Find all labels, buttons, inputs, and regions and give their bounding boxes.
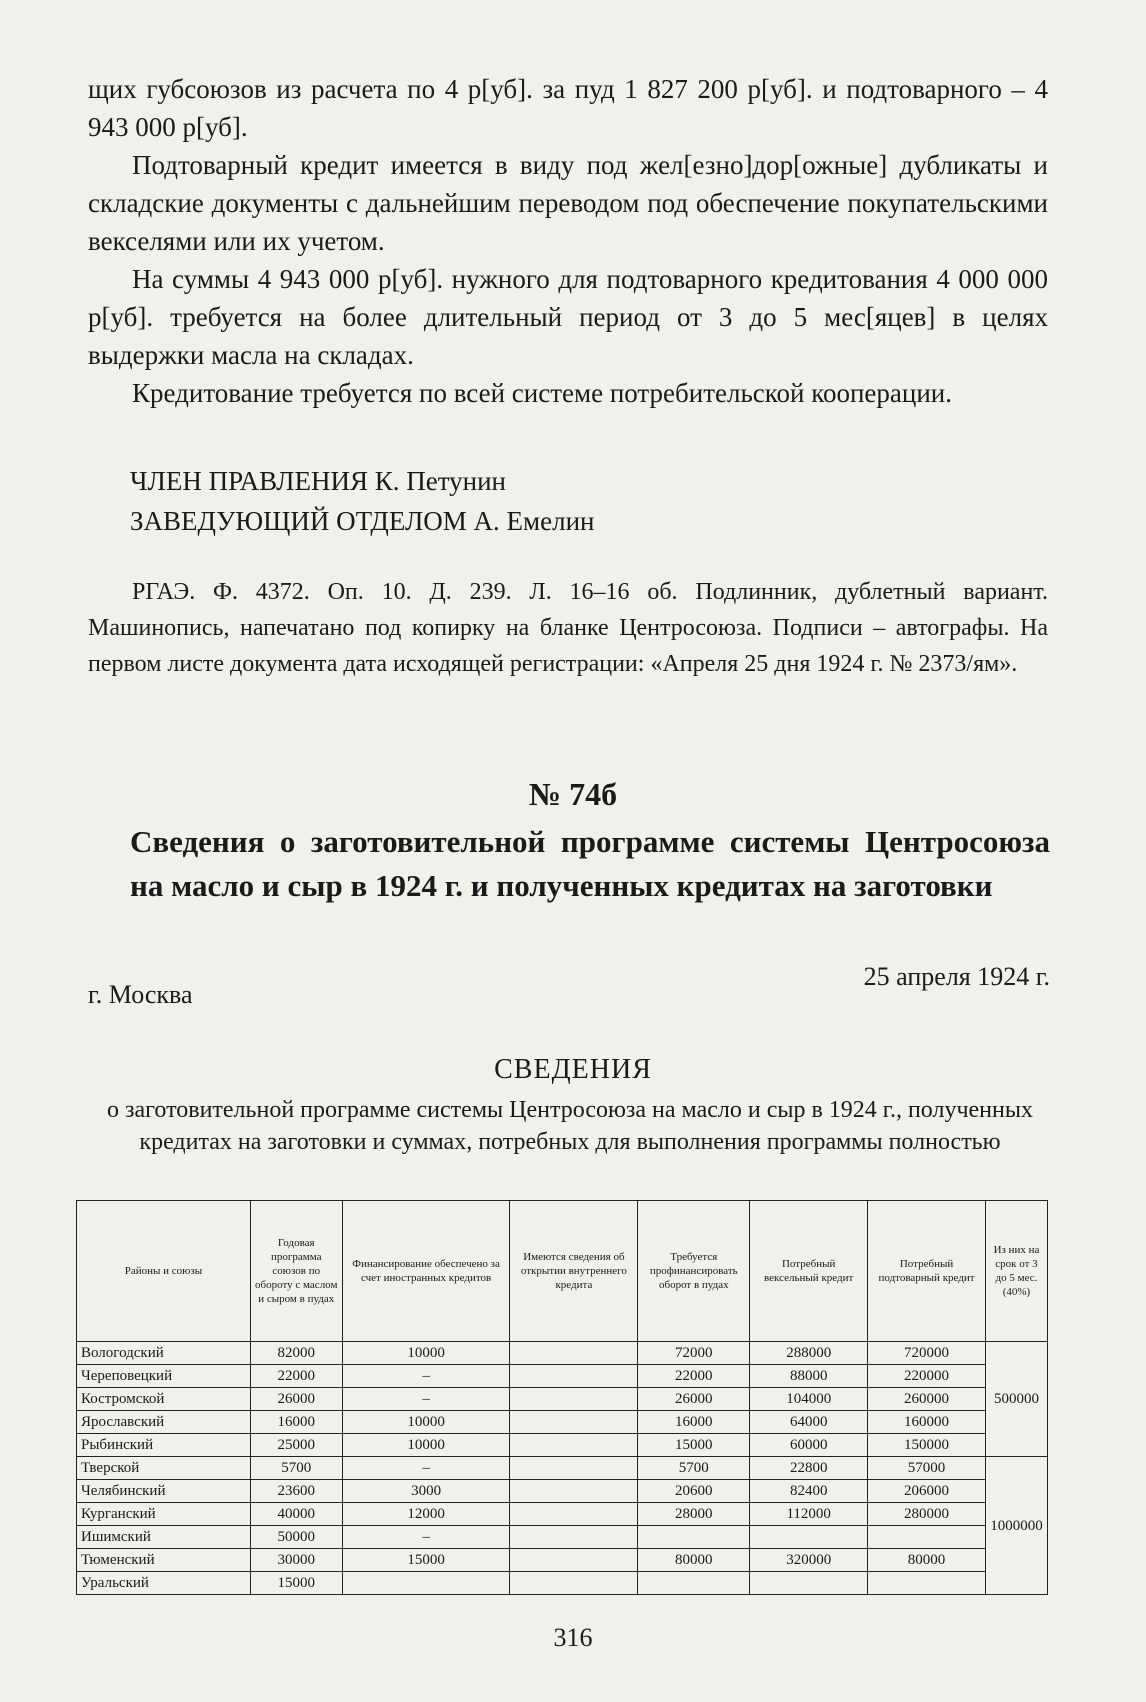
region-cell: Череповецкий	[77, 1365, 251, 1388]
table-row	[77, 1342, 1048, 1365]
header-long-term-share: Из них на срок от 3 до 5 мес. (40%)	[985, 1201, 1047, 1342]
foreign-cell: –	[342, 1457, 510, 1480]
program-cell: 23600	[250, 1480, 342, 1503]
program-cell: 26000	[250, 1388, 342, 1411]
table-row	[77, 1526, 1048, 1549]
program-cell: 15000	[250, 1572, 342, 1595]
program-cell: 30000	[250, 1549, 342, 1572]
required-cell	[638, 1526, 750, 1549]
table-row	[77, 1411, 1048, 1434]
intro-paragraph-2: Подтоварный кредит имеется в виду под жел[езно]дор[ожные] дубликаты и складские документы с дальнейшим переводом под обеспечение покупательскими векселями или их учетом.	[88, 150, 1048, 256]
table-header-row	[77, 1201, 1048, 1342]
required-cell: 15000	[638, 1434, 750, 1457]
required-cell: 22000	[638, 1365, 750, 1388]
program-cell: 50000	[250, 1526, 342, 1549]
bill-cell: 288000	[750, 1342, 868, 1365]
table-row	[77, 1480, 1048, 1503]
table-row	[77, 1457, 1048, 1480]
domestic-cell	[510, 1342, 638, 1365]
intro-paragraph-3: На суммы 4 943 000 р[уб]. нужного для подтоварного кредитования 4 000 000 р[уб]. требуется на более длительный период от 3 до 5 мес[яцев] в целях выдержки масла на складах.	[88, 264, 1048, 370]
page-number: 316	[553, 1623, 593, 1652]
document-date: 25 апреля 1924 г.	[863, 962, 1050, 991]
region-cell: Рыбинский	[77, 1434, 251, 1457]
goods-cell: 150000	[868, 1434, 986, 1457]
header-foreign-financing: Финансирование обеспечено за счет иностранных кредитов	[342, 1201, 510, 1342]
table-row	[77, 1549, 1048, 1572]
credit-table	[76, 1200, 1048, 1595]
region-cell: Тверской	[77, 1457, 251, 1480]
goods-cell: 80000	[868, 1549, 986, 1572]
bill-cell: 22800	[750, 1457, 868, 1480]
group-total-urals: 1000000	[985, 1457, 1047, 1595]
domestic-cell	[510, 1388, 638, 1411]
foreign-cell: 12000	[342, 1503, 510, 1526]
table-row	[77, 1365, 1048, 1388]
archive-note: РГАЭ. Ф. 4372. Оп. 10. Д. 239. Л. 16–16 об. Подлинник, дублетный вариант. Машинопись, напечатано под копирку на бланке Центросоюза. Подписи – автографы. На первом листе документа дата исходящей регистрации: «Апреля 25 дня 1924 г. № 2373/ям».	[88, 579, 1048, 677]
required-cell: 28000	[638, 1503, 750, 1526]
table-subtitle: о заготовительной программе системы Центросоюза на масло и сыр в 1924 г., полученных кредитах на заготовки и суммах, потребных для выполнения программы полностью	[107, 1097, 1033, 1155]
program-cell: 82000	[250, 1342, 342, 1365]
table-row	[77, 1503, 1048, 1526]
goods-cell	[868, 1572, 986, 1595]
header-regions: Районы и союзы	[77, 1201, 251, 1342]
foreign-cell: 10000	[342, 1411, 510, 1434]
goods-cell: 260000	[868, 1388, 986, 1411]
program-cell: 40000	[250, 1503, 342, 1526]
program-cell: 16000	[250, 1411, 342, 1434]
header-annual-program: Годовая программа союзов по обороту с маслом и сыром в пудах	[250, 1201, 342, 1342]
region-cell: Вологодский	[77, 1342, 251, 1365]
bill-cell	[750, 1572, 868, 1595]
signature-board-member: ЧЛЕН ПРАВЛЕНИЯ К. Петунин	[130, 466, 506, 496]
program-cell: 22000	[250, 1365, 342, 1388]
document-place: г. Москва	[88, 980, 193, 1009]
region-cell: Тюменский	[77, 1549, 251, 1572]
group-total-north: 500000	[985, 1342, 1047, 1457]
goods-cell: 206000	[868, 1480, 986, 1503]
intro-paragraph-1: щих губсоюзов из расчета по 4 р[уб]. за пуд 1 827 200 р[уб]. и подтоварного – 4 943 000 р[уб].	[88, 74, 1048, 142]
foreign-cell: 3000	[342, 1480, 510, 1503]
bill-cell: 64000	[750, 1411, 868, 1434]
required-cell: 5700	[638, 1457, 750, 1480]
region-cell: Ишимский	[77, 1526, 251, 1549]
foreign-cell	[342, 1572, 510, 1595]
table-row	[77, 1572, 1048, 1595]
header-required-turnover: Требуется профинансировать оборот в пудах	[638, 1201, 750, 1342]
foreign-cell: –	[342, 1365, 510, 1388]
program-cell: 5700	[250, 1457, 342, 1480]
bill-cell: 60000	[750, 1434, 868, 1457]
goods-cell: 57000	[868, 1457, 986, 1480]
intro-paragraph-4: Кредитование требуется по всей системе потребительской кооперации.	[132, 378, 952, 408]
bill-cell: 104000	[750, 1388, 868, 1411]
foreign-cell: 15000	[342, 1549, 510, 1572]
foreign-cell: 10000	[342, 1342, 510, 1365]
domestic-cell	[510, 1457, 638, 1480]
goods-cell: 720000	[868, 1342, 986, 1365]
bill-cell: 82400	[750, 1480, 868, 1503]
goods-cell: 280000	[868, 1503, 986, 1526]
document-number: № 74б	[528, 776, 618, 812]
domestic-cell	[510, 1526, 638, 1549]
domestic-cell	[510, 1434, 638, 1457]
foreign-cell: –	[342, 1526, 510, 1549]
goods-cell: 160000	[868, 1411, 986, 1434]
goods-cell: 220000	[868, 1365, 986, 1388]
domestic-cell	[510, 1549, 638, 1572]
signature-department-head: ЗАВЕДУЮЩИЙ ОТДЕЛОМ А. Емелин	[130, 506, 595, 536]
table-heading: СВЕДЕНИЯ	[494, 1054, 652, 1085]
required-cell	[638, 1572, 750, 1595]
document-title: Сведения о заготовительной программе системы Центросоюза на масло и сыр в 1924 г. и полученных кредитах на заготовки	[130, 824, 1050, 903]
bill-cell	[750, 1526, 868, 1549]
required-cell: 80000	[638, 1549, 750, 1572]
required-cell: 16000	[638, 1411, 750, 1434]
table-row	[77, 1388, 1048, 1411]
region-cell: Костромской	[77, 1388, 251, 1411]
domestic-cell	[510, 1572, 638, 1595]
domestic-cell	[510, 1480, 638, 1503]
region-cell: Уральский	[77, 1572, 251, 1595]
program-cell: 25000	[250, 1434, 342, 1457]
foreign-cell: 10000	[342, 1434, 510, 1457]
required-cell: 20600	[638, 1480, 750, 1503]
header-domestic-credit: Имеются сведения об открытии внутреннего кредита	[510, 1201, 638, 1342]
table-row	[77, 1434, 1048, 1457]
required-cell: 26000	[638, 1388, 750, 1411]
header-goods-credit: Потребный подтоварный кредит	[868, 1201, 986, 1342]
region-cell: Курганский	[77, 1503, 251, 1526]
domestic-cell	[510, 1503, 638, 1526]
bill-cell: 88000	[750, 1365, 868, 1388]
domestic-cell	[510, 1365, 638, 1388]
bill-cell: 320000	[750, 1549, 868, 1572]
region-cell: Челябинский	[77, 1480, 251, 1503]
header-bill-credit: Потребный вексельный кредит	[750, 1201, 868, 1342]
bill-cell: 112000	[750, 1503, 868, 1526]
region-cell: Ярославский	[77, 1411, 251, 1434]
goods-cell	[868, 1526, 986, 1549]
foreign-cell: –	[342, 1388, 510, 1411]
domestic-cell	[510, 1411, 638, 1434]
required-cell: 72000	[638, 1342, 750, 1365]
